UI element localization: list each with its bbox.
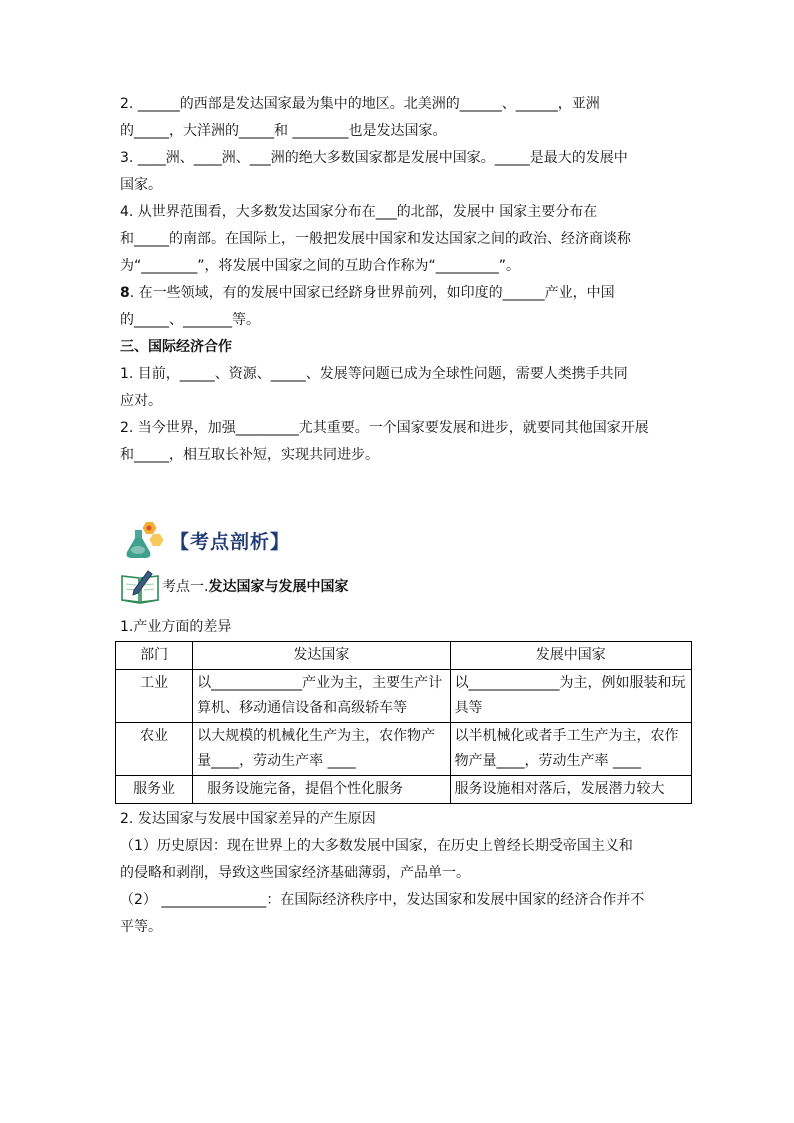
text-span: 在一些领域，有的发展中国家已经跻身世界前列，如印度的______产业，中国 [138, 285, 615, 301]
section-heading: 三、国际经济合作 [120, 339, 232, 355]
causes-section [120, 806, 685, 941]
kaodian-title: 发达国家与发展中国家 [208, 579, 349, 595]
kaodian-prefix: 考点一. [162, 579, 209, 595]
text-line: 2. ______的西部是发达国家最为集中的地区。北美洲的______、______，亚洲 [120, 96, 600, 112]
table-cell: 以半机械化或者手工生产为主，农作物产量____，劳动生产率 ____ [450, 723, 691, 776]
kaodian-heading [120, 568, 348, 604]
text-line: 和_____的南部。在国际上，一般把发展中国家和发达国家之间的政治、经济商谈称 [120, 231, 631, 247]
section-two-continued [120, 91, 680, 469]
text-line: 8. 在一些领域，有的发展中国家已经跻身世界前列，如印度的______产业，中国 [120, 285, 615, 301]
text-line: 1. 目前，_____、资源、_____、发展等问题已成为全球性问题，需要人类携手共同 [120, 366, 628, 382]
table-cell: 以_____________产业为主，主要生产计算机、移动通信设备和高级轿车等 [193, 670, 450, 723]
text-line: 的_____，大洋洲的_____和 ________也是发达国家。 [120, 123, 447, 139]
table-cell: 服务设施相对落后，发展潜力较大 [450, 776, 691, 804]
text-line: 应对。 [120, 393, 162, 409]
text-line: （1）历史原因：现在世界上的大多数发展中国家，在历史上曾经长期受帝国主义和 [120, 838, 633, 854]
table-cell: 服务业 [116, 776, 193, 804]
table-title: 1.产业方面的差异 [120, 619, 232, 635]
text-line: （2） _______________：在国际经济秩序中，发达国家和发展中国家的经济合作并不 [120, 892, 645, 908]
text-line: 3. ____洲、____洲、___洲的绝大多数国家都是发展中国家。_____是最大的发展中 [120, 150, 628, 166]
text-line: 的_____、_______等。 [120, 312, 260, 328]
text-line: 和_____，相互取长补短，实现共同进步。 [120, 447, 379, 463]
causes-title: 2. 发达国家与发展中国家差异的产生原因 [120, 811, 376, 827]
text-line: 4. 从世界范围看，大多数发达国家分布在___的北部，发展中 国家主要分布在 [120, 204, 598, 220]
text-line: 为“________”，将发展中国家之间的互助合作称为“_________”。 [120, 258, 521, 274]
kaodian-banner [122, 518, 290, 562]
text-line: 平等。 [120, 919, 162, 935]
table-cell: 以_____________为主，例如服装和玩具等 [450, 670, 691, 723]
table-cell: 以大规模的机械化生产为主，农作物产量____，劳动生产率 ____ [193, 723, 450, 776]
table-row [116, 776, 692, 804]
table-header: 发达国家 [193, 642, 450, 670]
banner-title: 【考点剖析】 [170, 530, 291, 553]
table-cell: 农业 [116, 723, 193, 776]
table-cell: 工业 [116, 670, 193, 723]
table-cell: 服务设施完备，提倡个性化服务 [193, 776, 450, 804]
item-number: 8 [120, 285, 130, 301]
text-line: 国家。 [120, 177, 162, 193]
table-header-row [116, 642, 692, 670]
table-header: 发展中国家 [450, 642, 691, 670]
text-line: 的侵略和剥削，导致这些国家经济基础薄弱，产品单一。 [120, 865, 470, 881]
flask-icon [122, 518, 166, 562]
text-line: 2. 当今世界，加强_________尤其重要。一个国家要发展和进步，就要同其他国家开展 [120, 420, 649, 436]
industry-difference-table [115, 641, 692, 804]
book-pencil-icon [120, 568, 160, 604]
table-row [116, 723, 692, 776]
table-row [116, 670, 692, 723]
table-header: 部门 [116, 642, 193, 670]
